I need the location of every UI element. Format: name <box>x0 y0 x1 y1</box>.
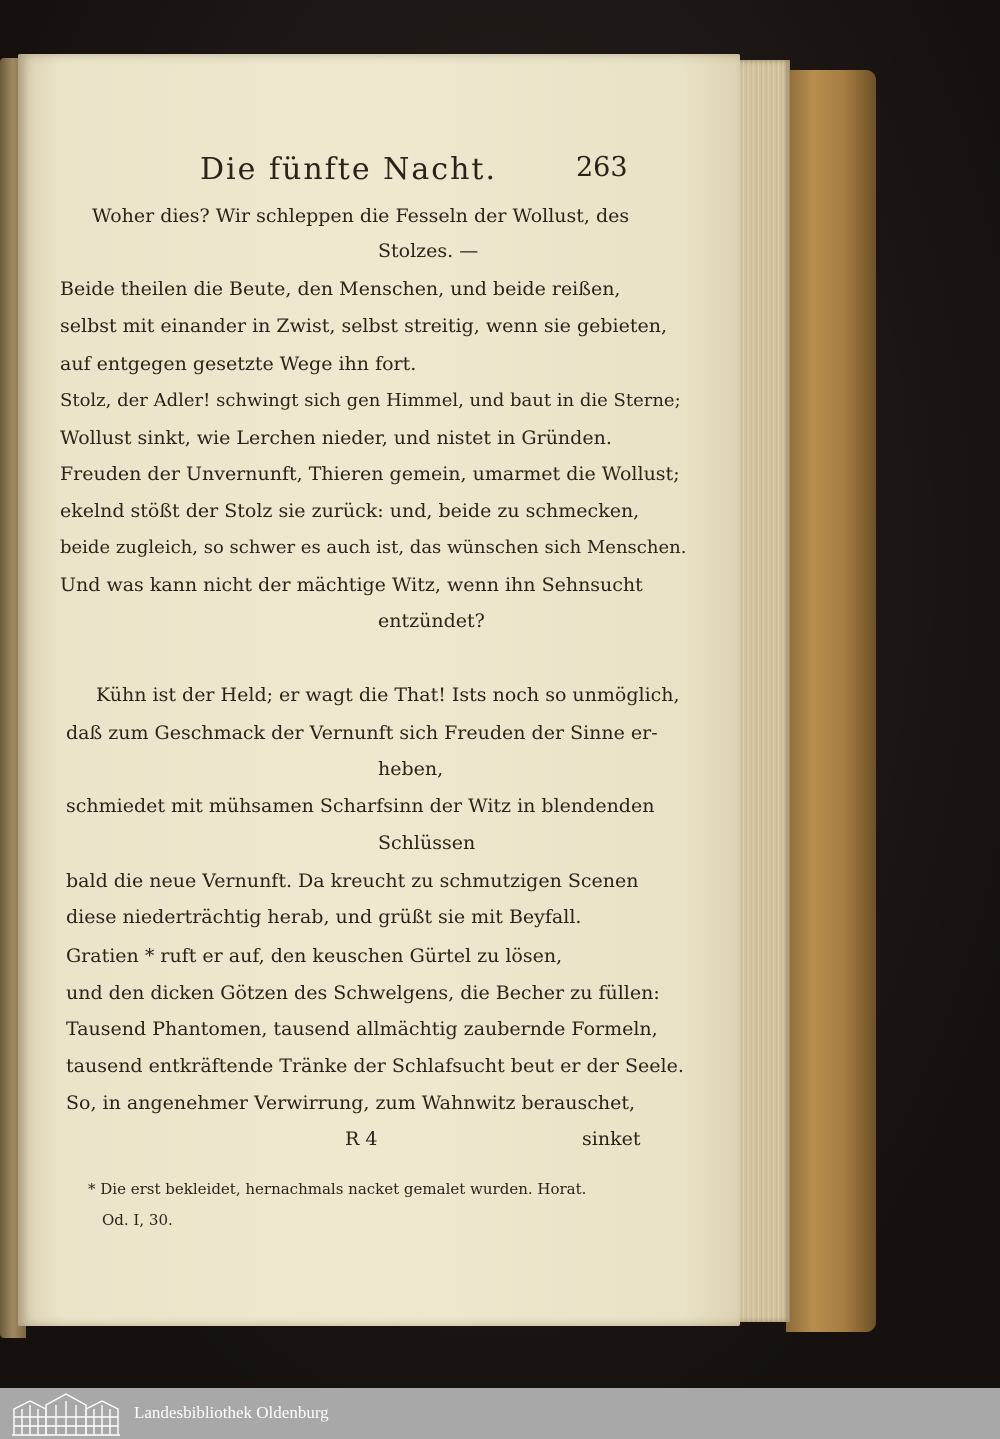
footnote-line: Od. I, 30. <box>102 1211 173 1229</box>
right-book-cover <box>786 70 876 1332</box>
text-line: bald die neue Vernunft. Da kreucht zu schmutzigen Scenen <box>66 870 639 892</box>
library-name: Landesbibliothek Oldenburg <box>134 1403 329 1422</box>
footnote-line: * Die erst bekleidet, hernachmals nacket gemalet wurden. Horat. <box>88 1180 587 1198</box>
text-line: heben, <box>378 758 444 780</box>
text-line: ekelnd stößt der Stolz sie zurück: und, beide zu schmecken, <box>60 500 640 522</box>
text-line: Schlüssen <box>378 832 476 854</box>
text-line: diese niederträchtig herab, und grüßt sie mit Beyfall. <box>66 906 582 928</box>
text-line: Stolzes. — <box>378 240 479 262</box>
text-line: selbst mit einander in Zwist, selbst streitig, wenn sie gebieten, <box>60 315 668 337</box>
text-line: Freuden der Unvernunft, Thieren gemein, umarmet die Wollust; <box>60 463 680 485</box>
text-line: Woher dies? Wir schleppen die Fesseln der Wollust, des <box>92 205 630 227</box>
text-line: So, in angenehmer Verwirrung, zum Wahnwitz berauschet, <box>66 1092 636 1114</box>
page-number: 263 <box>576 152 628 183</box>
signature-mark: R 4 <box>345 1128 378 1150</box>
catchword: sinket <box>582 1128 641 1150</box>
text-line: daß zum Geschmack der Vernunft sich Freuden der Sinne er- <box>66 722 658 744</box>
text-line: auf entgegen gesetzte Wege ihn fort. <box>60 353 417 375</box>
text-line: beide zugleich, so schwer es auch ist, das wünschen sich Menschen. <box>60 537 687 558</box>
library-banner <box>0 1388 1000 1439</box>
text-line: tausend entkräftende Tränke der Schlafsucht beut er der Seele. <box>66 1055 684 1077</box>
text-line: Beide theilen die Beute, den Menschen, und beide reißen, <box>60 278 621 300</box>
text-line: Tausend Phantomen, tausend allmächtig zaubernde Formeln, <box>66 1018 658 1040</box>
text-line: Und was kann nicht der mächtige Witz, wenn ihn Sehnsucht <box>60 574 643 596</box>
text-line: Gratien * ruft er auf, den keuschen Gürtel zu lösen, <box>66 945 563 967</box>
running-head: Die fünfte Nacht. <box>200 152 497 187</box>
text-line: schmiedet mit mühsamen Scharfsinn der Witz in blendenden <box>66 795 655 817</box>
text-line: und den dicken Götzen des Schwelgens, die Becher zu füllen: <box>66 982 660 1004</box>
text-line: entzündet? <box>378 610 485 632</box>
text-line: Stolz, der Adler! schwingt sich gen Himmel, und baut in die Sterne; <box>60 390 681 411</box>
library-building-logo <box>10 1391 122 1436</box>
text-line: Wollust sinkt, wie Lerchen nieder, und nistet in Gründen. <box>60 427 612 449</box>
text-line: Kühn ist der Held; er wagt die That! Ists noch so unmöglich, <box>96 684 680 706</box>
